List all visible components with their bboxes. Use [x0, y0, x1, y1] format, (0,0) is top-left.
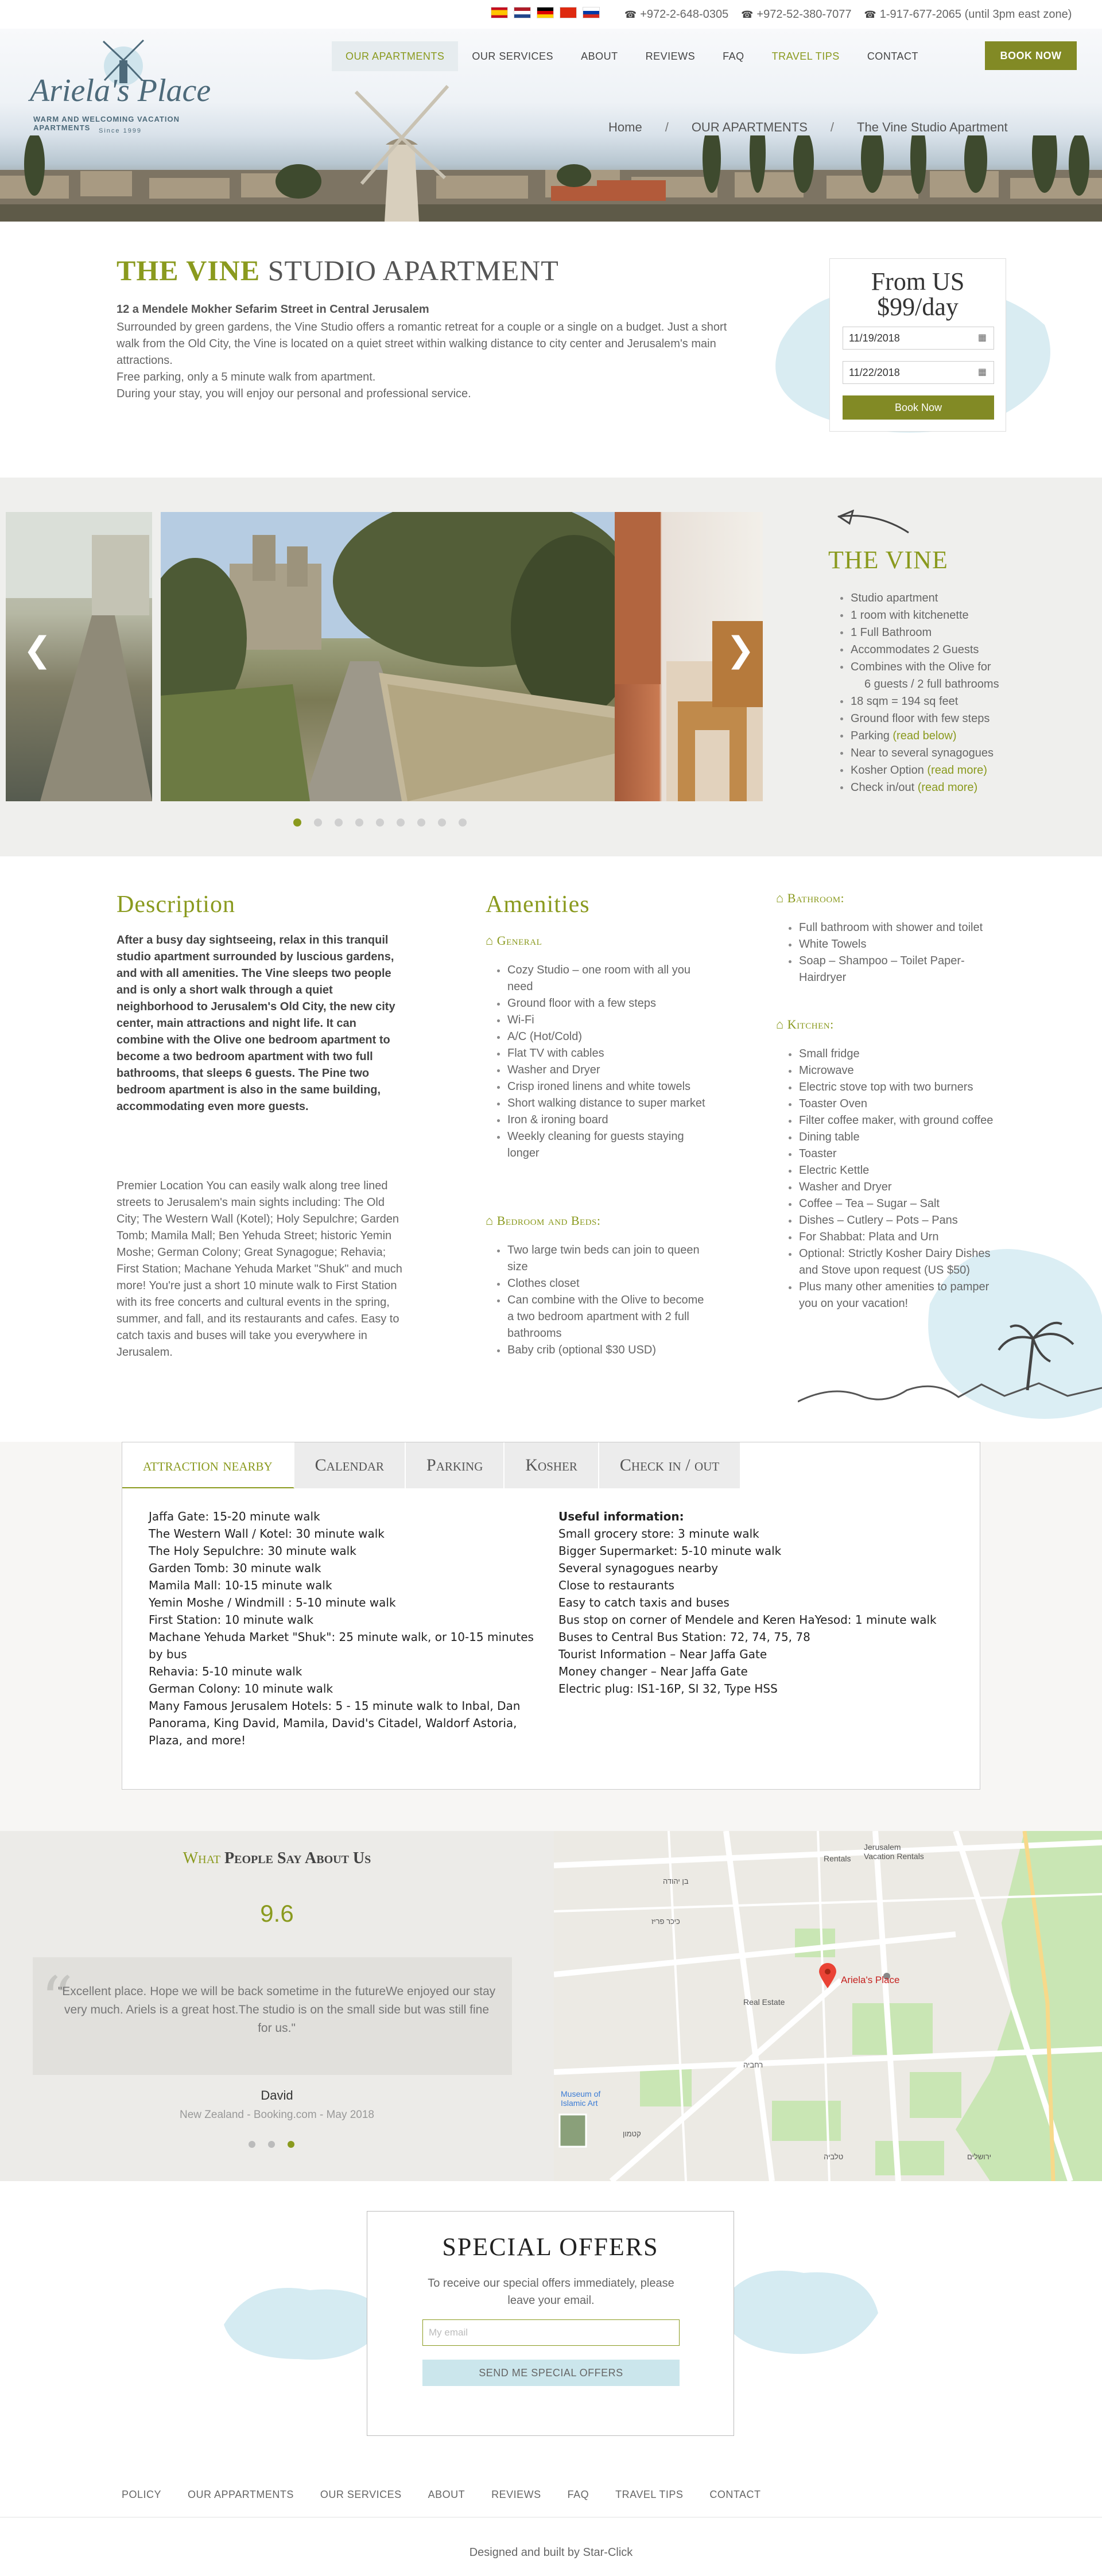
map-label: Real Estate: [743, 1997, 785, 2007]
kosher-read-more-link[interactable]: (read more): [927, 764, 987, 777]
bedroom-item: Two large twin beds can join to queen size: [507, 1242, 705, 1275]
windmill-icon: [344, 75, 459, 222]
jerusalem-skyline-image: [0, 135, 1102, 222]
price-amount: $99/day: [877, 293, 959, 321]
attraction-item: First Station: 10 minute walk: [149, 1613, 314, 1627]
useful-info-item: Tourist Information – Near Jaffa Gate: [558, 1647, 767, 1661]
bathroom-list: [799, 920, 994, 986]
reviews-section: [0, 1831, 554, 2181]
breadcrumb-current: The Vine Studio Apartment: [857, 120, 1008, 134]
send-offers-button[interactable]: SEND ME SPECIAL OFFERS: [422, 2360, 680, 2386]
general-item: Washer and Dryer: [507, 1062, 717, 1078]
footer: [0, 2445, 1102, 2576]
feature-item: Accommodates 2 Guests: [849, 641, 1073, 658]
title-highlight: THE VINE: [117, 254, 261, 286]
feature-text: 6 guests / 2 full bathrooms: [864, 678, 999, 690]
map-label: קטמון: [623, 2129, 641, 2138]
attraction-item: Rehavia: 5-10 minute walk: [149, 1665, 302, 1678]
bedroom-list: [507, 1242, 705, 1359]
email-input[interactable]: My email: [422, 2319, 680, 2346]
general-item: Crisp ironed linens and white towels: [507, 1078, 717, 1095]
gallery-dot[interactable]: [397, 818, 405, 827]
phone-numbers: [624, 8, 1072, 21]
bathroom-title: ⌂ Bathroom:: [776, 891, 844, 906]
breadcrumb: [608, 120, 1008, 135]
offers-text: To receive our special offers immediately, please leave your email.: [428, 2277, 674, 2307]
kitchen-item: Toaster Oven: [799, 1096, 994, 1112]
useful-info-title: Useful information:: [558, 1510, 684, 1523]
gallery-dot[interactable]: [376, 818, 384, 827]
useful-info-item: Close to restaurants: [558, 1578, 674, 1592]
feature-item: [849, 779, 1073, 796]
footer-link-contact[interactable]: CONTACT: [709, 2489, 761, 2500]
amenities-title: Amenities: [486, 891, 590, 918]
special-offers-section: [0, 2181, 1102, 2445]
attraction-item: Machane Yehuda Market "Shuk": 25 minute walk, or 10-15 minutes by bus: [149, 1630, 534, 1661]
attraction-item: The Western Wall / Kotel: 30 minute walk: [149, 1527, 385, 1541]
palm-tree-skyline-icon: [798, 1316, 1102, 1425]
bathroom-item: White Towels: [799, 936, 994, 953]
attraction-item: The Holy Sepulchre: 30 minute walk: [149, 1544, 356, 1558]
general-item: Weekly cleaning for guests staying longer: [507, 1128, 717, 1162]
review-dot-active[interactable]: [288, 2141, 294, 2148]
parking-read-below-link[interactable]: (read below): [893, 730, 957, 742]
language-flags: [491, 7, 600, 18]
phone-2[interactable]: ☎ +972-52-380-7077: [741, 8, 851, 21]
useful-info-item: Money changer – Near Jaffa Gate: [558, 1665, 748, 1678]
kitchen-item: Microwave: [799, 1062, 994, 1079]
gallery-dots: [293, 818, 467, 827]
description-title: Description: [117, 891, 235, 918]
logo-since: Since 1999: [99, 127, 142, 134]
nav-our-services[interactable]: OUR SERVICES: [472, 51, 554, 62]
footer-credit[interactable]: Designed and built by Star-Click: [469, 2546, 633, 2559]
intro-paragraph: During your stay, you will enjoy our personal and professional service.: [117, 387, 471, 400]
gallery-dot[interactable]: [355, 818, 363, 827]
footer-link-about[interactable]: ABOUT: [428, 2489, 465, 2500]
quote-mark-icon: “: [41, 1963, 73, 2036]
feature-item: Studio apartment: [849, 589, 1073, 607]
review-text: "Excellent place. Hope we will be back sometime in the futureWe enjoyed our stay very much. Ariels is a great host.The studio is on the small side but was still fine for us.": [57, 1985, 496, 2035]
calendar-icon[interactable]: ▦: [977, 367, 987, 377]
footer-link-services[interactable]: OUR SERVICES: [320, 2489, 402, 2500]
description-body: Premier Location You can easily walk along tree lined streets to Jerusalem's main sights including: The Old City; The Western Wall (Kotel); Holy Sepulchre; Garden Tomb; Mamila Mall; Ben Yehuda Street; historic Yemin Moshe; German Colony; Great Synagogue; Rehavia; First Station; Machane Yehuda Market "Shuk" and much more! You're just a short 10 minute walk to First Station with its free concerts and cultural events in the spring, summer, and fall, and its restaurants and cafes. Easy to catch taxis and buses will take you everywhere in Jerusalem.: [117, 1180, 402, 1359]
tab-calendar[interactable]: Calendar: [294, 1442, 406, 1488]
title-rest: STUDIO APARTMENT: [267, 254, 559, 286]
tab-parking[interactable]: Parking: [406, 1442, 505, 1488]
map-label: Rentals: [824, 1854, 851, 1863]
hero-banner: [0, 29, 1102, 222]
map-label: טלביה: [824, 2152, 844, 2161]
gallery-photo-main[interactable]: [161, 512, 617, 801]
attraction-item: German Colony: 10 minute walk: [149, 1682, 333, 1696]
tab-check-in-out[interactable]: Check in / out: [599, 1442, 741, 1488]
logo-tagline: WARM AND WELCOMING VACATION APARTMENTS: [33, 115, 180, 132]
flag-dutch-icon[interactable]: [514, 7, 531, 18]
review-dot[interactable]: [249, 2141, 255, 2148]
checkout-date: 11/22/2018: [849, 367, 900, 378]
kitchen-list: [799, 1046, 994, 1312]
photo-gallery: [0, 478, 1102, 856]
attractions-list: [149, 1508, 539, 1749]
bathroom-item: Soap – Shampoo – Toilet Paper- Hairdryer: [799, 953, 994, 986]
info-tabs-section: [0, 1442, 1102, 1831]
page-title: [117, 254, 559, 287]
tab-attraction-nearby[interactable]: attraction nearby: [122, 1442, 294, 1488]
description-section: [0, 856, 1102, 1442]
intro-section: [0, 222, 1102, 478]
nav-reviews[interactable]: REVIEWS: [645, 51, 696, 62]
flag-german-icon[interactable]: [537, 7, 554, 18]
feature-item: 1 Full Bathroom: [849, 624, 1073, 641]
general-item: Flat TV with cables: [507, 1045, 717, 1062]
curved-arrow-icon: [831, 510, 911, 538]
price-from-label: From US: [871, 267, 965, 296]
map-label: כיכר פריז: [651, 1917, 680, 1926]
price-from: [830, 269, 1006, 320]
info-tabs: [122, 1442, 980, 1790]
checkout-date-input[interactable]: [843, 361, 994, 384]
attraction-item: Many Famous Jerusalem Hotels: 5 - 15 minute walk to Inbal, Dan Panorama, King David, Mamila, David's Citadel, Waldorf Astoria, Plaza, and more!: [149, 1699, 521, 1747]
map-label: Jerusalem Vacation Rentals: [864, 1842, 924, 1861]
main-nav: [332, 41, 932, 71]
phone-3[interactable]: ☎ 1-917-677-2065 (until 3pm east zone): [864, 8, 1072, 21]
checkin-date: 11/19/2018: [849, 332, 900, 344]
gallery-dot[interactable]: [459, 818, 467, 827]
review-score: 9.6: [260, 1900, 294, 1927]
kitchen-item: Toaster: [799, 1146, 994, 1162]
feature-item: 18 sqm = 194 sq feet: [849, 693, 1073, 710]
kitchen-item: For Shabbat: Plata and Urn: [799, 1229, 994, 1246]
kitchen-title: ⌂ Kitchen:: [776, 1017, 834, 1032]
offers-title: SPECIAL OFFERS: [442, 2233, 659, 2261]
checkin-date-input[interactable]: [843, 327, 994, 350]
gallery-dot[interactable]: [314, 818, 322, 827]
footer-link-policy[interactable]: POLICY: [122, 2489, 162, 2500]
bedroom-item: Can combine with the Olive to become a two bedroom apartment with 2 full bathrooms: [507, 1292, 705, 1342]
feature-text: Parking: [851, 730, 890, 742]
book-now-button[interactable]: BOOK NOW: [985, 41, 1077, 70]
feature-item: [849, 762, 1073, 779]
gallery-dot[interactable]: [417, 818, 425, 827]
feature-item: [849, 658, 1073, 693]
map-label: בן יהודה: [663, 1877, 689, 1886]
breadcrumb-home[interactable]: Home: [608, 120, 642, 134]
useful-info-item: Buses to Central Bus Station: 72, 74, 75, 78: [558, 1630, 810, 1644]
useful-info-item: Small grocery store: 3 minute walk: [558, 1527, 759, 1541]
checkin-read-more-link[interactable]: (read more): [917, 781, 978, 794]
map-label: רחביה: [743, 2061, 763, 2069]
gallery-dot[interactable]: [335, 818, 343, 827]
gallery-dot[interactable]: [438, 818, 446, 827]
intro-paragraph: Surrounded by green gardens, the Vine Studio offers a romantic retreat for a couple or a single on a budget. Just a short walk from the Old City, the Vine is located on a quiet street within walking distance to city center and Jerusalem's main attractions.: [117, 321, 727, 367]
general-item: Cozy Studio – one room with all you need: [507, 962, 717, 995]
general-title: ⌂ General: [486, 933, 542, 948]
feature-item: [849, 727, 1073, 744]
breadcrumb-separator: /: [665, 120, 669, 134]
gallery-prev-arrow-icon[interactable]: ❮: [23, 630, 52, 670]
tab-kosher[interactable]: Kosher: [505, 1442, 599, 1488]
reviews-title-highlight: What: [183, 1849, 221, 1867]
gallery-next-arrow-icon[interactable]: ❯: [726, 630, 755, 670]
useful-info-item: Easy to catch taxis and buses: [558, 1596, 730, 1609]
breadcrumb-separator: /: [830, 120, 835, 134]
flag-spanish-icon[interactable]: [491, 7, 508, 18]
watercolor-splash-right-icon: [717, 2244, 878, 2365]
footer-link-faq[interactable]: FAQ: [567, 2489, 589, 2500]
attraction-item: Jaffa Gate: 15-20 minute walk: [149, 1510, 320, 1523]
site-logo[interactable]: [30, 34, 216, 135]
special-offers-box: [367, 2211, 734, 2436]
general-list: [507, 962, 717, 1162]
bedroom-item: Baby crib (optional $30 USD): [507, 1342, 705, 1359]
bedroom-item: Clothes closet: [507, 1275, 705, 1292]
map-label: ירושלים: [967, 2152, 992, 2161]
kitchen-item: Small fridge: [799, 1046, 994, 1062]
nav-faq[interactable]: FAQ: [723, 51, 744, 62]
useful-info-item: Bus stop on corner of Mendele and Keren HaYesod: 1 minute walk: [558, 1613, 937, 1627]
feature-item: 1 room with kitchenette: [849, 607, 1073, 624]
kitchen-item: Filter coffee maker, with ground coffee: [799, 1112, 994, 1129]
feature-item: Ground floor with few steps: [849, 710, 1073, 727]
vine-title: THE VINE: [828, 546, 948, 574]
intro-text: [117, 319, 731, 402]
description-bold: After a busy day sightseeing, relax in this tranquil studio apartment surrounded by luscious gardens, and with all amenities. The Vine sleeps two people and is only a short walk through a quiet neighborhood to Jerusalem's Old City, the new city center, main attractions and night life. It can combine with the Olive one bedroom apartment to become a two bedroom apartment with two full bathrooms, that sleeps 6 guests. The Pine two bedroom apartment is also in the same building, accommodating even more guests.: [117, 934, 395, 1113]
general-item: Ground floor with a few steps: [507, 995, 717, 1012]
map-label: Museum of Islamic Art: [561, 2089, 601, 2108]
nav-travel-tips[interactable]: TRAVEL TIPS: [771, 51, 840, 62]
phone-1[interactable]: ☎ +972-2-648-0305: [624, 8, 728, 21]
footer-link-apartments[interactable]: OUR APPARTMENTS: [188, 2489, 294, 2500]
reviewer-name: David: [261, 2088, 293, 2102]
general-item: A/C (Hot/Cold): [507, 1029, 717, 1045]
nav-contact[interactable]: CONTACT: [867, 51, 918, 62]
price-box: [829, 258, 1006, 432]
watercolor-splash-left-icon: [218, 2256, 390, 2371]
vine-features: [849, 589, 1073, 796]
useful-info-item: Several synagogues nearby: [558, 1561, 719, 1575]
useful-info-item: Bigger Supermarket: 5-10 minute walk: [558, 1544, 782, 1558]
breadcrumb-apartments[interactable]: OUR APARTMENTS: [691, 120, 808, 134]
useful-info-item: Electric plug: IS1-16P, SI 32, Type HSS: [558, 1682, 778, 1696]
kitchen-item: Electric stove top with two burners: [799, 1079, 994, 1096]
feature-text: Kosher Option: [851, 764, 924, 777]
intro-paragraph: Free parking, only a 5 minute walk from apartment.: [117, 371, 376, 383]
map-graphic: [554, 1831, 1102, 2181]
attraction-item: Yemin Moshe / Windmill : 5-10 minute walk: [149, 1596, 396, 1609]
kitchen-item: Dining table: [799, 1129, 994, 1146]
kitchen-item: Optional: Strictly Kosher Dairy Dishes and Stove upon request (US $50): [799, 1246, 994, 1279]
attraction-item: Mamila Mall: 10-15 minute walk: [149, 1578, 332, 1592]
review-dot[interactable]: [268, 2141, 275, 2148]
feature-text: Check in/out: [851, 781, 915, 794]
reviews-title-rest: People Say About Us: [224, 1849, 371, 1867]
general-item: Wi-Fi: [507, 1012, 717, 1029]
calendar-icon[interactable]: ▦: [977, 333, 987, 343]
footer-link-travel-tips[interactable]: TRAVEL TIPS: [615, 2489, 684, 2500]
kitchen-item: Plus many other amenities to pamper you on your vacation!: [799, 1279, 994, 1312]
footer-link-reviews[interactable]: REVIEWS: [491, 2489, 541, 2500]
kitchen-item: Electric Kettle: [799, 1162, 994, 1179]
flag-russian-icon[interactable]: [583, 7, 600, 18]
nav-about[interactable]: ABOUT: [581, 51, 618, 62]
address: 12 a Mendele Mokher Sefarim Street in Central Jerusalem: [117, 303, 429, 316]
gallery-dot-active[interactable]: [293, 818, 301, 827]
bathroom-item: Full bathroom with shower and toilet: [799, 920, 994, 936]
review-quote-box: [33, 1957, 512, 2075]
book-now-submit[interactable]: Book Now: [843, 395, 994, 420]
map-marker-icon[interactable]: [819, 1963, 836, 1988]
logo-brand: Ariela's Place: [30, 73, 211, 108]
nav-our-apartments[interactable]: OUR APARTMENTS: [332, 41, 458, 71]
flag-chinese-icon[interactable]: [560, 7, 577, 18]
location-map[interactable]: [554, 1831, 1102, 2181]
review-source: New Zealand - Booking.com - May 2018: [180, 2109, 374, 2121]
general-item: Iron & ironing board: [507, 1112, 717, 1128]
attraction-item: Garden Tomb: 30 minute walk: [149, 1561, 321, 1575]
kitchen-item: Dishes – Cutlery – Pots – Pans: [799, 1212, 994, 1229]
kitchen-item: Coffee – Tea – Sugar – Salt: [799, 1196, 994, 1212]
useful-info-list: [558, 1508, 960, 1697]
bedroom-title: ⌂ Bedroom and Beds:: [486, 1213, 601, 1228]
top-bar: [0, 0, 1102, 29]
map-marker-label: Ariela's Place: [841, 1974, 900, 1985]
reviews-title: [0, 1849, 554, 1868]
review-dots: [249, 2141, 294, 2148]
general-item: Short walking distance to super market: [507, 1095, 717, 1112]
tab-bar: [122, 1442, 741, 1488]
feature-item: Near to several synagogues: [849, 744, 1073, 762]
feature-text: Combines with the Olive for: [851, 661, 991, 673]
kitchen-item: Washer and Dryer: [799, 1179, 994, 1196]
footer-nav: [122, 2489, 761, 2501]
